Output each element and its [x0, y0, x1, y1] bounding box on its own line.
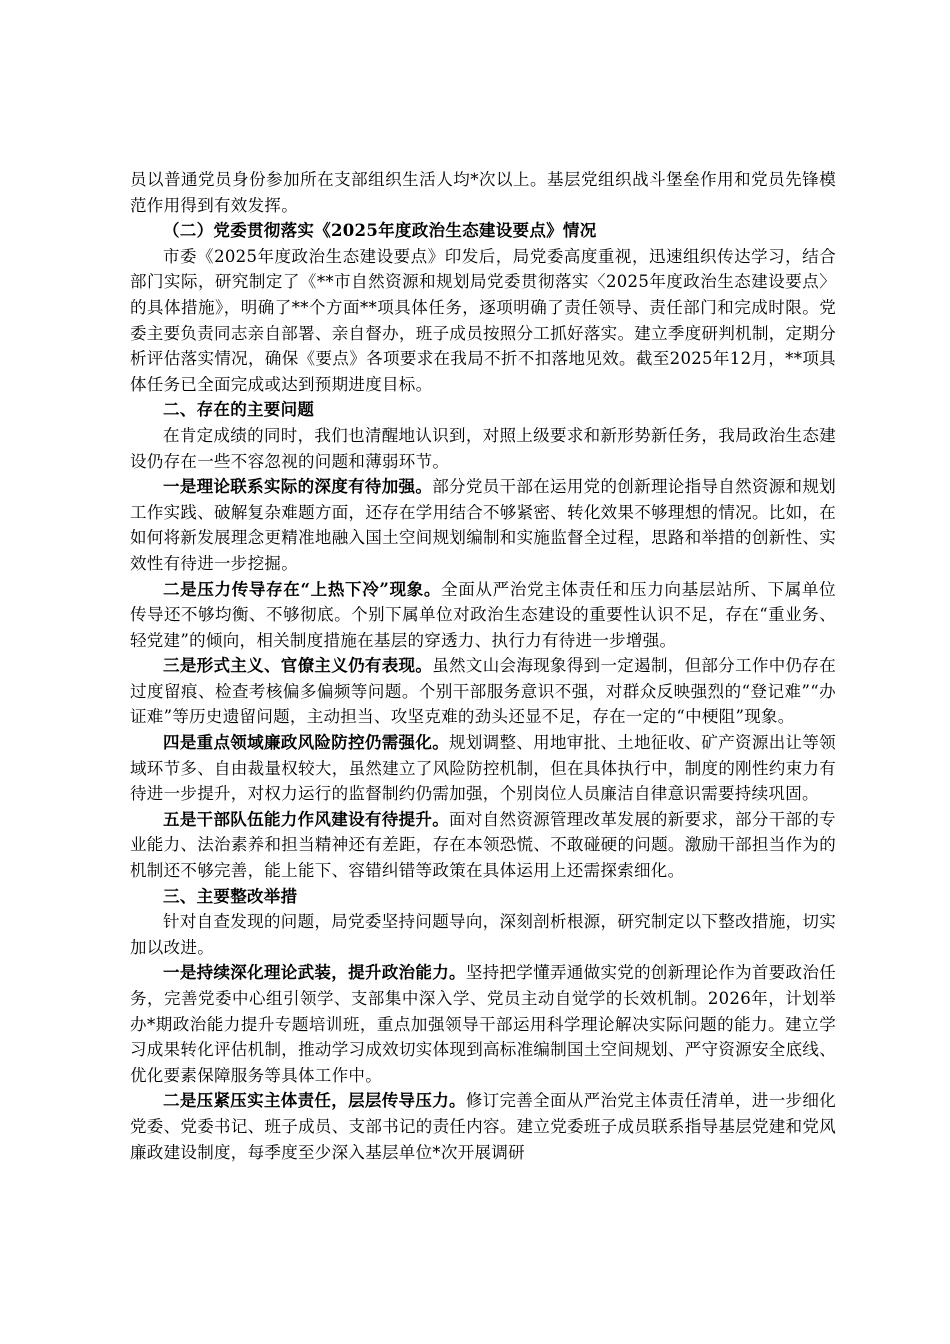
problem-lead: 三是形式主义、官僚主义仍有表现。: [163, 656, 433, 676]
problem-text: 面对自然资源管理改革发展的新要求，部分干部的专业能力、法治素养和担当精神还有差距，存在本领恐慌、不敢碰硬的问题。激励干部担当作为的机制还不够完善，能上能下、容错纠错等政策在具体运用上还需探索细化。: [130, 809, 836, 881]
problem-item-1: [130, 474, 836, 576]
section-heading-1-2: （二）党委贯彻落实《2025年度政治生态建设要点》情况: [163, 221, 597, 241]
measure-item-1: [130, 960, 836, 1088]
problem-item-5: [130, 807, 836, 884]
document-page: [130, 167, 836, 1165]
measure-lead: 二是压紧压实主体责任，层层传导压力。: [163, 1091, 466, 1111]
problem-item-3: [130, 653, 836, 730]
measure-item-2: [130, 1088, 836, 1165]
section-intro-3: 针对自查发现的问题，局党委坚持问题导向，深刻剖析根源，研究制定以下整改措施，切实加以改进。: [130, 912, 836, 957]
measure-text: 修订完善全面从严治党主体责任清单，进一步细化党委、党委书记、班子成员、支部书记的责任内容。建立党委班子成员联系指导基层党建和党风廉政建设制度，每季度至少深入基层单位*次开展调研: [130, 1091, 836, 1162]
problem-item-2: [130, 577, 836, 654]
measure-lead: 一是持续深化理论武装，提升政治能力。: [163, 963, 466, 983]
problem-lead: 一是理论联系实际的深度有待加强。: [163, 477, 433, 497]
problem-lead: 四是重点领域廉政风险防控仍需强化。: [163, 733, 450, 753]
problem-lead: 五是干部队伍能力作风建设有待提升。: [163, 809, 450, 829]
section-body-1-2: 市委《2025年度政治生态建设要点》印发后，局党委高度重视，迅速组织传达学习，结合部门实际，研究制定了《**市自然资源和规划局党委贯彻落实〈2025年度政治生态建设要点〉的具体措施》，明确了**个方面**项具体任务，逐项明确了责任领导、责任部门和完成时限。党委主要负责同志亲自部署、亲自督办，班子成员按照分工抓好落实。建立季度研判机制，定期分析评估落实情况，确保《要点》各项要求在我局不折不扣落地见效。截至2025年12月，**项具体任务已全面完成或达到预期进度目标。: [130, 246, 836, 394]
section-heading-2: 二、存在的主要问题: [163, 400, 315, 420]
problem-text: 虽然文山会海现象得到一定遏制，但部分工作中仍存在过度留痕、检查考核偏多偏频等问题。个别干部服务意识不强，对群众反映强烈的“登记难”“办证难”等历史遗留问题，主动担当、攻坚克难的劲头还显不足，存在一定的“中梗阻”现象。: [130, 656, 836, 727]
problem-item-4: [130, 730, 836, 807]
continuation-paragraph: 员以普通党员身份参加所在支部组织生活人均*次以上。基层党组织战斗堡垒作用和党员先锋模范作用得到有效发挥。: [130, 170, 836, 215]
section-heading-3: 三、主要整改举措: [163, 886, 298, 906]
problem-text: 全面从严治党主体责任和压力向基层站所、下属单位传导还不够均衡、不够彻底。个别下属单位对政治生态建设的重要性认识不足，存在“重业务、轻党建”的倾向，相关制度措施在基层的穿透力、执行力有待进一步增强。: [130, 579, 836, 650]
problem-lead: 二是压力传导存在“上热下冷”现象。: [163, 579, 442, 599]
measure-text: 坚持把学懂弄通做实党的创新理论作为首要政治任务，完善党委中心组引领学、支部集中深入学、党员主动自觉学的长效机制。2026年，计划举办*期政治能力提升专题培训班，重点加强领导干部运用科学理论解决实际问题的能力。建立学习成果转化评估机制，推动学习成效切实体现到高标准编制国土空间规划、严守资源安全底线、优化要素保障服务等具体工作中。: [130, 963, 836, 1085]
problem-text: 规划调整、用地审批、土地征收、矿产资源出让等领域环节多、自由裁量权较大，虽然建立了风险防控机制，但在具体执行中，制度的刚性约束力有待进一步提升，对权力运行的监督制约仍需加强，个别岗位人员廉洁自律意识需要持续巩固。: [130, 733, 836, 804]
problem-text: 部分党员干部在运用党的创新理论指导自然资源和规划工作实践、破解复杂难题方面，还存在学用结合不够紧密、转化效果不够理想的情况。比如，在如何将新发展理念更精准地融入国土空间规划编制和实施监督全过程，思路和举措的创新性、实效性有待进一步挖掘。: [130, 477, 836, 573]
section-intro-2: 在肯定成绩的同时，我们也清醒地认识到，对照上级要求和新形势新任务，我局政治生态建设仍存在一些不容忽视的问题和薄弱环节。: [130, 425, 836, 471]
